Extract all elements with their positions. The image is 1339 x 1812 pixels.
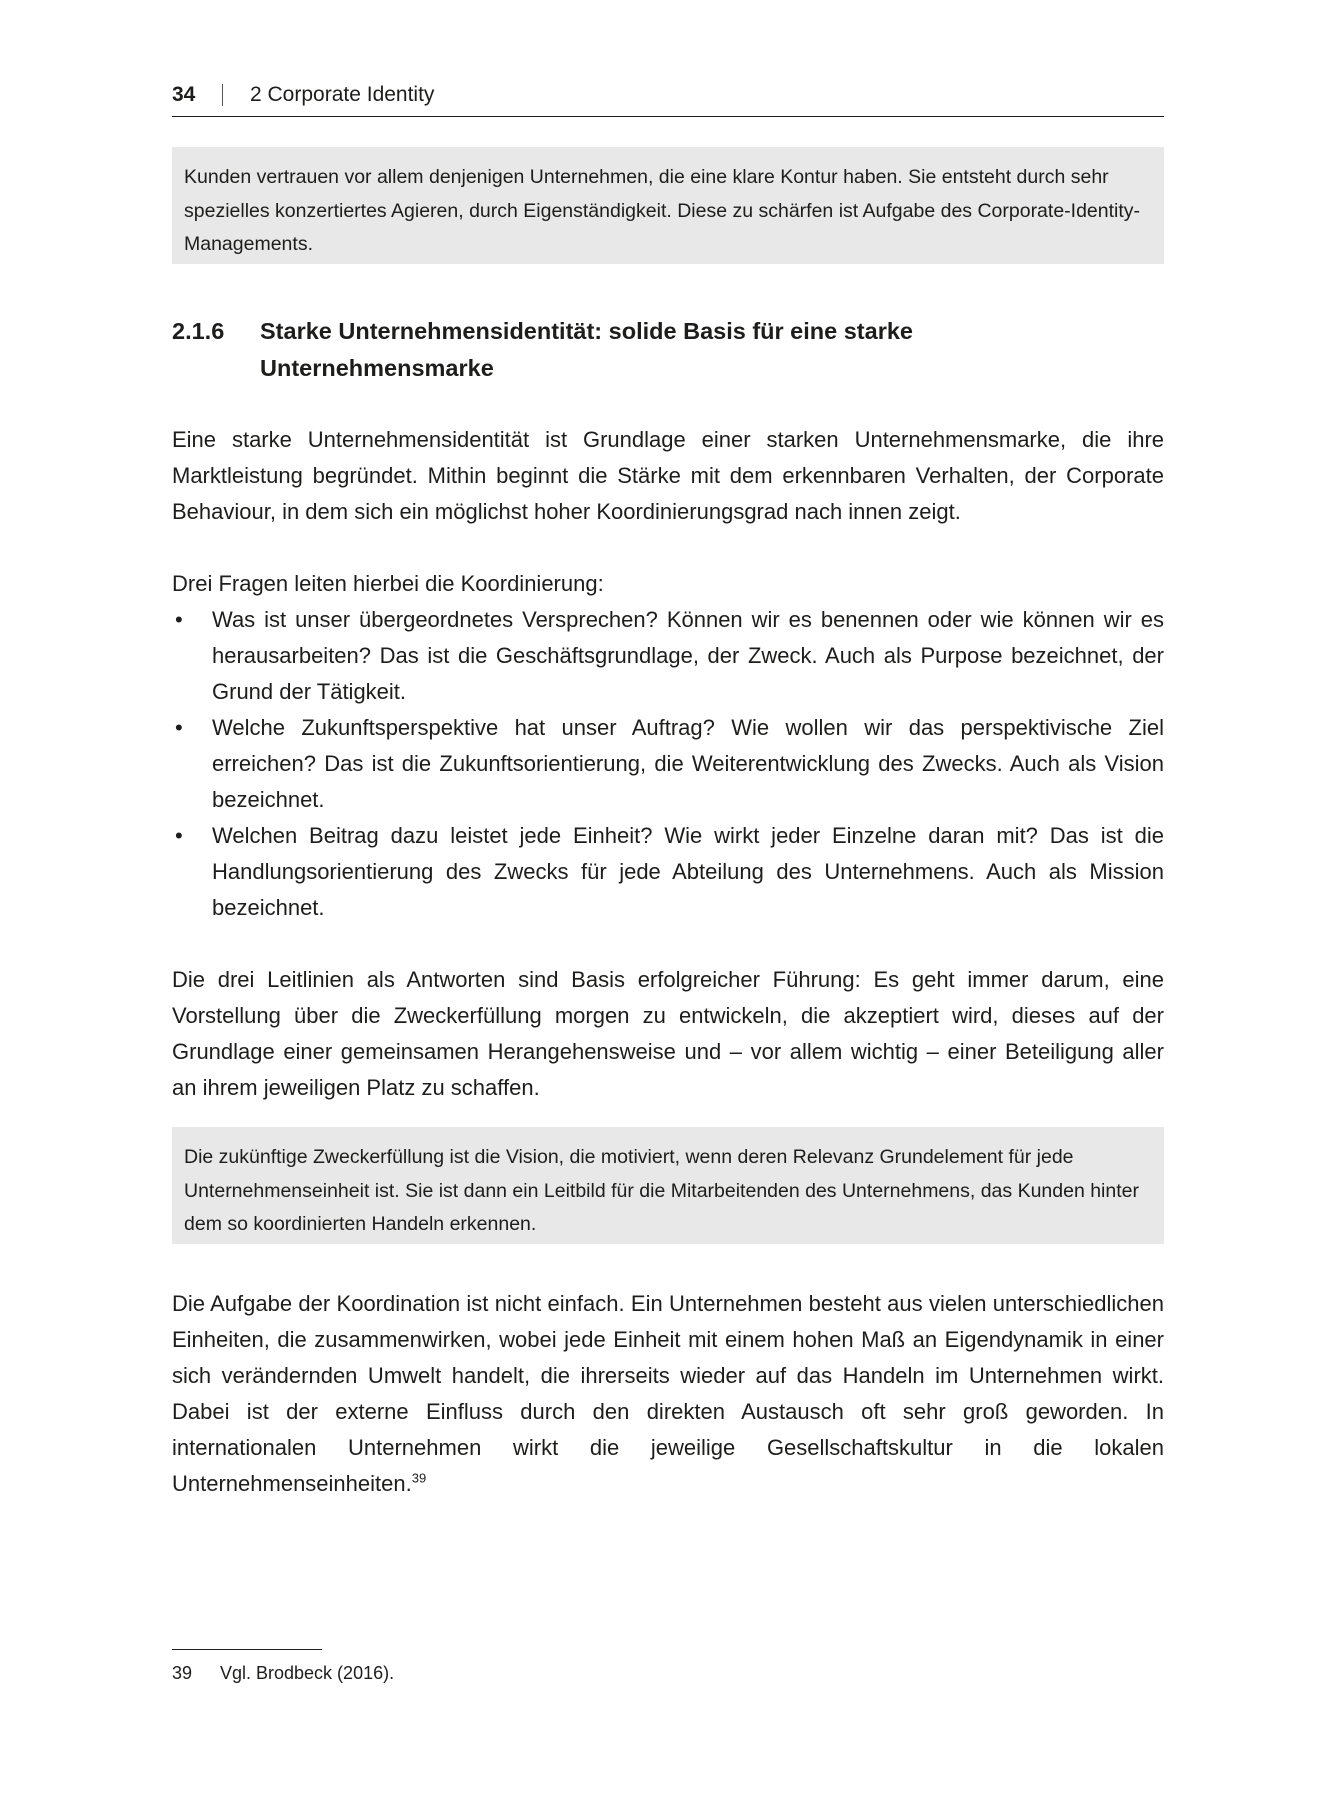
bullet-icon: • (175, 607, 183, 632)
paragraph-4-text: Die Aufgabe der Koordination ist nicht einfach. Ein Unternehmen besteht aus vielen unterschiedlichen Einheiten, die zusammenwirken, wobei jede Einheit mit einem hohen Maß an Eigendynamik in einer sich verändernden Umwelt handelt, die ihrerseits wieder auf das Handeln im Unternehmen wirkt. Dabei ist der externe Einfluss durch den direkten Austausch oft sehr groß geworden. In internationalen Unternehmen wirkt die jeweilige Gesellschaftskultur in die lokalen Unternehmenseinheiten. (172, 1291, 1164, 1496)
header-separator (222, 84, 223, 106)
highlight-box-1-text: Kunden vertrauen vor allem denjenigen Unternehmen, die eine klare Kontur haben. Sie entsteht durch sehr spezielles konzertiertes Agieren, durch Eigenständigkeit. Diese zu schärfen ist Aufgabe des Corporate-Identity-Managements. (184, 166, 1141, 255)
footnote-reference[interactable]: 39 (411, 1470, 427, 1486)
list-item-text: Welche Zukunftsperspektive hat unser Auftrag? Wie wollen wir das perspektivische Ziel erreichen? Das ist die Zukunftsorientierung, die Weiterentwicklung des Zwecks. Auch als Vision bezeichnet. (212, 715, 1164, 812)
highlight-box-2 (172, 1127, 1164, 1244)
footnote-number: 39 (172, 1663, 193, 1683)
footnote-rule (172, 1649, 322, 1650)
paragraph-2: Drei Fragen leiten hierbei die Koordinierung: (172, 571, 604, 596)
highlight-box-1 (172, 147, 1164, 264)
footnote-text: Vgl. Brodbeck (2016). (220, 1663, 395, 1683)
running-header (172, 80, 1164, 110)
list-item-text: Was ist unser übergeordnetes Versprechen? Können wir es benennen oder wie können wir es herausarbeiten? Das ist die Geschäftsgrundlage, der Zweck. Auch als Purpose bezeichnet, der Grund der Tätigkeit. (212, 607, 1164, 704)
page-number: 34 (172, 83, 196, 106)
section-title: Starke Unternehmensidentität: solide Basis für eine starke Unternehmensmarke (260, 318, 913, 381)
paragraph-4 (172, 1286, 1164, 1502)
paragraph-1: Eine starke Unternehmensidentität ist Grundlage einer starken Unternehmensmarke, die ihre Marktleistung begründet. Mithin beginnt die Stärke mit dem erkennbaren Verhalten, der Corporate Behaviour, in dem sich ein möglichst hoher Koordinierungsgrad nach innen zeigt. (172, 427, 1164, 524)
chapter-title: 2 Corporate Identity (250, 83, 435, 106)
list-item (172, 818, 1164, 926)
highlight-box-2-text: Die zukünftige Zweckerfüllung ist die Vision, die motiviert, wenn deren Relevanz Grundelement für jede Unternehmenseinheit ist. Sie ist dann ein Leitbild für die Mitarbeitenden des Unternehmens, das Kunden hinter dem so koordinierten Handeln erkennen. (184, 1146, 1139, 1235)
bullet-icon: • (175, 715, 183, 740)
header-rule (172, 116, 1164, 117)
bullet-list (172, 602, 1164, 926)
paragraph-3: Die drei Leitlinien als Antworten sind Basis erfolgreicher Führung: Es geht immer darum, eine Vorstellung über die Zweckerfüllung morgen zu entwickeln, die akzeptiert wird, dieses auf der Grundlage einer gemeinsamen Herangehensweise und – vor allem wichtig – einer Beteiligung aller an ihrem jeweiligen Platz zu schaffen. (172, 967, 1164, 1100)
list-item-text: Welchen Beitrag dazu leistet jede Einheit? Wie wirkt jeder Einzelne daran mit? Das ist die Handlungsorientierung des Zwecks für jede Abteilung des Unternehmens. Auch als Mission bezeichnet. (212, 823, 1164, 920)
list-item (172, 602, 1164, 710)
list-item (172, 710, 1164, 818)
bullet-icon: • (175, 823, 183, 848)
section-number: 2.1.6 (172, 318, 225, 344)
